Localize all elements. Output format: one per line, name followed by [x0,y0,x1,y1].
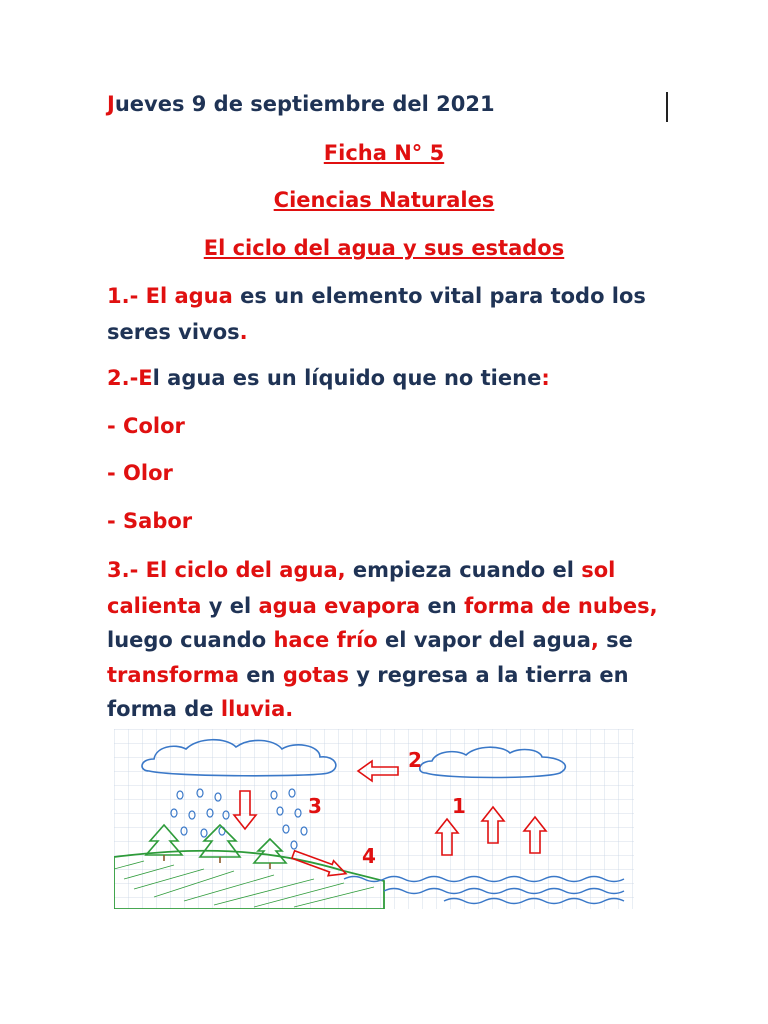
item3-line3 [107,628,633,652]
item3-line5 [107,697,293,721]
item2-number: 2.-E [107,366,153,390]
ficha-title: Ficha N° 5 [323,141,445,165]
item1-number: 1.- [107,284,139,308]
item3-text: y regresa a la tierra en [349,663,629,687]
item3-period: . [285,697,294,721]
item1-line2 [107,320,248,344]
item3-text: empieza cuando el [345,558,582,582]
list-item-color: - Color [107,414,185,438]
item3-nubes: forma de nubes, [464,594,658,618]
diagram-label-2: 2 [408,748,422,772]
item1-subject: El agua [138,284,233,308]
item3-sol: sol [581,558,616,582]
item1-line1 [107,284,646,308]
item1-period: . [239,320,248,344]
item3-line4 [107,663,629,687]
item3-evapora: agua evapora [258,594,421,618]
list-item-sabor: - Sabor [107,509,193,533]
topic-title: El ciclo del agua y sus estados [203,236,565,260]
item3-frio: hace frío [273,628,378,652]
item2-text: l agua es un líquido que no tiene [152,366,542,390]
date-text: ueves 9 de septiembre del 2021 [114,92,495,116]
item3-text: forma de [107,697,221,721]
item3-text: luego cuando [107,628,274,652]
item3-line2 [107,594,658,618]
item3-title: 3.- El ciclo del agua, [107,558,346,582]
item2-colon: : [541,366,550,390]
diagram-label-1: 1 [452,794,466,818]
item3-text: se [598,628,633,652]
item3-text: y el [201,594,259,618]
item3-gotas: gotas [282,663,349,687]
item3-text: en [420,594,465,618]
item3-lluvia: lluvia [220,697,286,721]
text-cursor-bar [666,92,668,122]
item2-line [107,366,550,390]
water-cycle-diagram [114,729,634,909]
item3-line1 [107,558,615,582]
subject-title: Ciencias Naturales [273,188,495,212]
item1-text: es un elemento vital para todo los [232,284,646,308]
diagram-label-4: 4 [362,844,376,868]
item3-text: en [239,663,283,687]
list-item-olor: - Olor [107,461,173,485]
item3-text: el vapor del agua [377,628,591,652]
item3-comma: , [590,628,599,652]
diagram-label-3: 3 [308,794,322,818]
item3-calienta: calienta [107,594,202,618]
item1-text-cont: seres vivos [107,320,240,344]
date-line [107,92,495,116]
date-first-letter: J [107,92,115,116]
item3-transforma: transforma [107,663,239,687]
